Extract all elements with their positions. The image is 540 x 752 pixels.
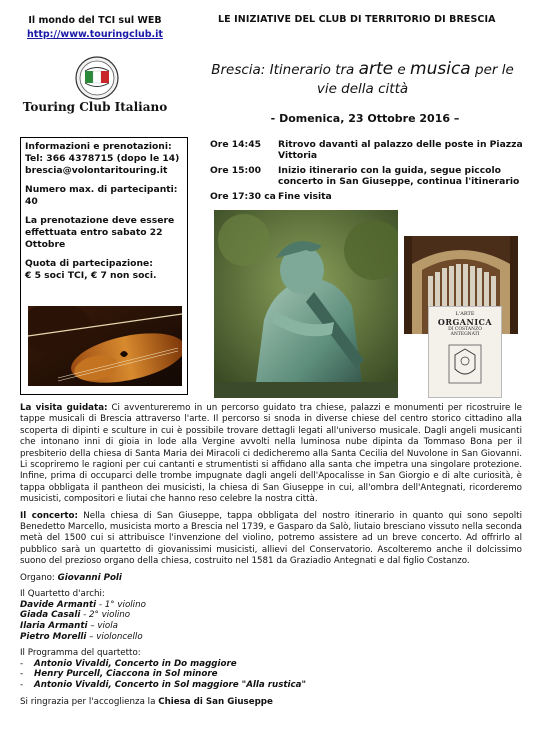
thanks-text: Si ringrazia per l'accoglienza la <box>20 696 159 707</box>
website-link[interactable]: http://www.touringclub.it <box>27 29 163 40</box>
schedule-time: Ore 15:00 <box>210 165 262 176</box>
program-item-text: Antonio Vivaldi, Concerto in Sol maggiore "Alla rustica" <box>34 680 307 691</box>
member-name: Davide Armanti <box>20 599 97 610</box>
member-role: – viola <box>87 621 118 632</box>
concert-text: Nella chiesa di San Giuseppe, tappa obbligata del nostro itinerario in quanto qui sono sepolti Benedetto Marcello, musicista morto a Brescia nel 1739, e Gasparo da Salò, liutaio bresciano vissuto nella seconda metà del 1500 cui si attribuisce l'invenzione del violino, potremo assistere ad un breve concerto. Ad offrirlo al pubblico sarà un quartetto di giovanissimi musicisti, allievi del Conservatorio. Ascolteremo anche il dolcissimo suono del prezioso organo della chiesa, costruito nel 1581 da Graziadio Antegnati e dal figlio Costanzo. <box>20 510 522 567</box>
title-word-musica: musica <box>410 59 471 79</box>
quartet-member <box>20 600 522 611</box>
web-header <box>10 14 180 42</box>
max-participants-value: 40 <box>25 196 38 207</box>
event-title <box>190 60 535 99</box>
book-crest-icon <box>445 343 485 385</box>
contact-label: Informazioni e prenotazioni: <box>25 141 172 152</box>
title-part: e <box>393 62 411 78</box>
program-item-text: Antonio Vivaldi, Concerto in Do maggiore <box>34 658 237 669</box>
booking-note: La prenotazione deve essere <box>25 215 175 226</box>
body-text <box>20 403 522 713</box>
program-item: - Antonio Vivaldi, Concerto in Sol maggiore "Alla rustica" <box>20 680 307 691</box>
book-cover <box>428 306 502 398</box>
title-part: per le <box>470 62 514 78</box>
visit-label: La visita guidata: <box>20 403 108 413</box>
quartet-label: Il Quartetto d'archi: <box>20 589 105 600</box>
quartet-member <box>20 621 522 632</box>
program-item: - Antonio Vivaldi, Concerto in Do maggiore <box>20 658 237 669</box>
schedule-text: Inizio itinerario con la guida, segue piccolo concerto in San Giuseppe, continua l'itinerario <box>278 165 520 187</box>
event-date: - Domenica, 23 Ottobre 2016 – <box>270 112 460 125</box>
organist-name: Giovanni Poli <box>57 572 122 583</box>
concert-label: Il concerto: <box>20 510 78 521</box>
schedule-time: Ore 17:30 ca <box>210 191 276 202</box>
thanks-line <box>20 697 522 708</box>
schedule-time: Ore 14:45 <box>210 139 262 150</box>
member-role: - 2° violino <box>80 610 131 621</box>
booking-note: effettuata entro sabato 22 <box>25 227 163 238</box>
member-name: Giada Casali <box>20 610 81 621</box>
book-line: DI COSTANZO <box>448 327 482 332</box>
quartet-member <box>20 610 522 621</box>
program-item-text: Henry Purcell, Ciaccona in Sol minore <box>34 669 218 680</box>
initiatives-header: LE INIZIATIVE DEL CLUB DI TERRITORIO DI BRESCIA <box>218 14 496 25</box>
program-item: - Henry Purcell, Ciaccona in Sol minore <box>20 669 218 680</box>
violin-photo <box>28 306 182 386</box>
visit-paragraph <box>20 403 522 506</box>
organist-label: Organo: <box>20 572 58 583</box>
thanks-church: Chiesa di San Giuseppe <box>158 696 273 707</box>
fee-label: Quota di partecipazione: <box>25 258 153 269</box>
max-participants-label: Numero max. di partecipanti: <box>25 184 178 195</box>
visit-text: Ci avventureremo in un percorso guidato tra chiese, palazzi e monumenti per ricostruire le tappe musicali di Brescia attraverso l'arte. Il percorso si snoda in diverse chiese del centro storico cittadino alla scoperta di dipinti e sculture in cui è possibile trovare dettagli legati all'universo musicale. Dagli angeli musicanti che intonano inni di gioia in lode alla Vergine avvolti nella luminosa nube dipinta da Tommaso Bona per il presbiterio della chiesa di Santa Maria dei Miracoli ci dedicheremo alla Santa Cecilia del Nuvolone in San Giovanni. Li scopriremo le ragioni per cui cantanti e strumentisti si affidano alla santa che impetra una singolare protezione. Infine, prima di occuparci delle trombe impugnate dagli angeli dell'Apocalisse in San Giorgio e di alte curiosità, è tappa obbligata il pantheon dei musicisti, la chiesa di San Giuseppe in cui, all'ombra dell'Antegnati, ricorderemo musicisti, compositori e liutai che hanno reso celebre la nostra città. <box>20 403 522 505</box>
title-word-arte: arte <box>358 59 394 79</box>
concert-paragraph <box>20 511 522 568</box>
title-line2: vie della città <box>316 81 409 97</box>
fee-value: € 5 soci TCI, € 7 non soci. <box>25 270 157 281</box>
statue-photo <box>214 210 398 398</box>
book-line: L'ARTE <box>455 311 475 317</box>
quartet-list <box>20 589 522 642</box>
member-role: – violoncello <box>86 631 143 642</box>
contact-email: brescia@volontaritouring.it <box>25 165 168 176</box>
quartet-member <box>20 632 522 643</box>
booking-note: Ottobre <box>25 239 66 250</box>
tci-logo-icon <box>75 56 119 100</box>
contact-phone: Tel: 366 4378715 (dopo le 14) <box>25 153 180 164</box>
member-name: Ilaria Armanti <box>20 621 88 632</box>
web-title: Il mondo del TCI sul WEB <box>28 15 162 26</box>
book-line: ANTEGNATI <box>450 332 480 337</box>
program-label: Il Programma del quartetto: <box>20 648 141 659</box>
org-name: Touring Club Italiano <box>22 100 168 114</box>
member-role: - 1° violino <box>96 599 146 610</box>
program-list <box>20 648 522 690</box>
organist <box>20 573 522 584</box>
schedule-text: Ritrovo davanti al palazzo delle poste in Piazza Vittoria <box>278 139 523 161</box>
book-line: ORGANICA <box>437 317 493 327</box>
member-name: Pietro Morelli <box>20 631 87 642</box>
schedule-text: Fine visita <box>278 191 332 202</box>
title-part: Brescia: Itinerario tra <box>211 62 359 78</box>
